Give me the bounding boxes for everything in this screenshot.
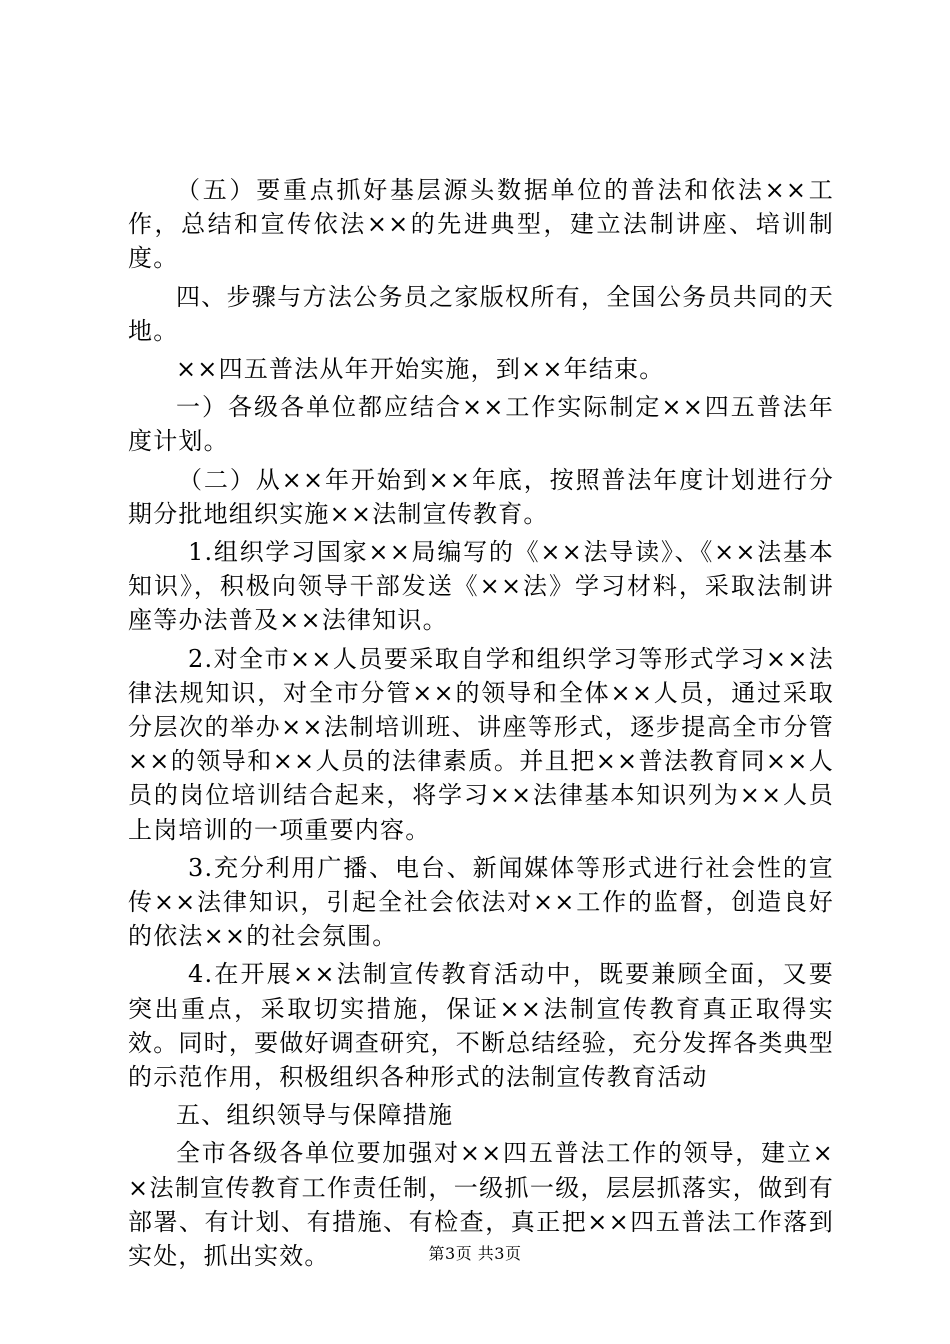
paragraph-item-5-heading: （五）要重点抓好基层源头数据单位的普法和依法××工作，总结和宣传依法××的先进典型，建立法制讲座、培训制度。 [128, 176, 834, 273]
list-item-4: 4.在开展××法制宣传教育活动中，既要兼顾全面，又要突出重点，采取切实措施，保证××法制宣传教育真正取得实效。同时，要做好调查研究，不断总结经验，充分发挥各类典型的示范作用，积极组织各种形式的法制宣传教育活动 [128, 960, 834, 1092]
paragraph-leadership: 全市各级各单位要加强对××四五普法工作的领导，建立××法制宣传教育工作责任制，一级抓一级，层层抓落实，做到有部署、有计划、有措施、有检查，真正把××四五普法工作落到实处，抓出实效。 [128, 1139, 834, 1271]
paragraph-timeline: ××四五普法从年开始实施，到××年结束。 [176, 355, 665, 384]
list-item-3: 3.充分利用广播、电台、新闻媒体等形式进行社会性的宣传××法律知识，引起全社会依法对××工作的监督，创造良好的依法××的社会氛围。 [128, 853, 834, 951]
list-item-1: 1.组织学习国家××局编写的《××法导读》、《××法基本知识》，积极向领导干部发送《××法》学习材料，采取法制讲座等办法普及××法律知识。 [128, 538, 834, 635]
paragraph-annual-plan: 一）各级各单位都应结合××工作实际制定××四五普法年度计划。 [128, 393, 834, 456]
paragraph-phased-implementation: （二）从××年开始到××年底，按照普法年度计划进行分期分批地组织实施××法制宣传教育。 [128, 465, 834, 528]
section-heading-organization: 五、组织领导与保障措施 [176, 1101, 454, 1130]
section-heading-steps: 四、步骤与方法公务员之家版权所有，全国公务员共同的天地。 [128, 282, 834, 345]
document-body [128, 173, 834, 1277]
list-item-2: 2.对全市××人员要采取自学和组织学习等形式学习××法律法规知识，对全市分管××的领导和全体××人员，通过采取分层次的举办××法制培训班、讲座等形式，逐步提高全市分管××的领导和××人员的法律素质。并且把××普法教育同××人员的岗位培训结合起来，将学习××法律基本知识列为××人员上岗培训的一项重要内容。 [128, 644, 834, 844]
page-number-footer: 第3页 共3页 [428, 1244, 522, 1263]
